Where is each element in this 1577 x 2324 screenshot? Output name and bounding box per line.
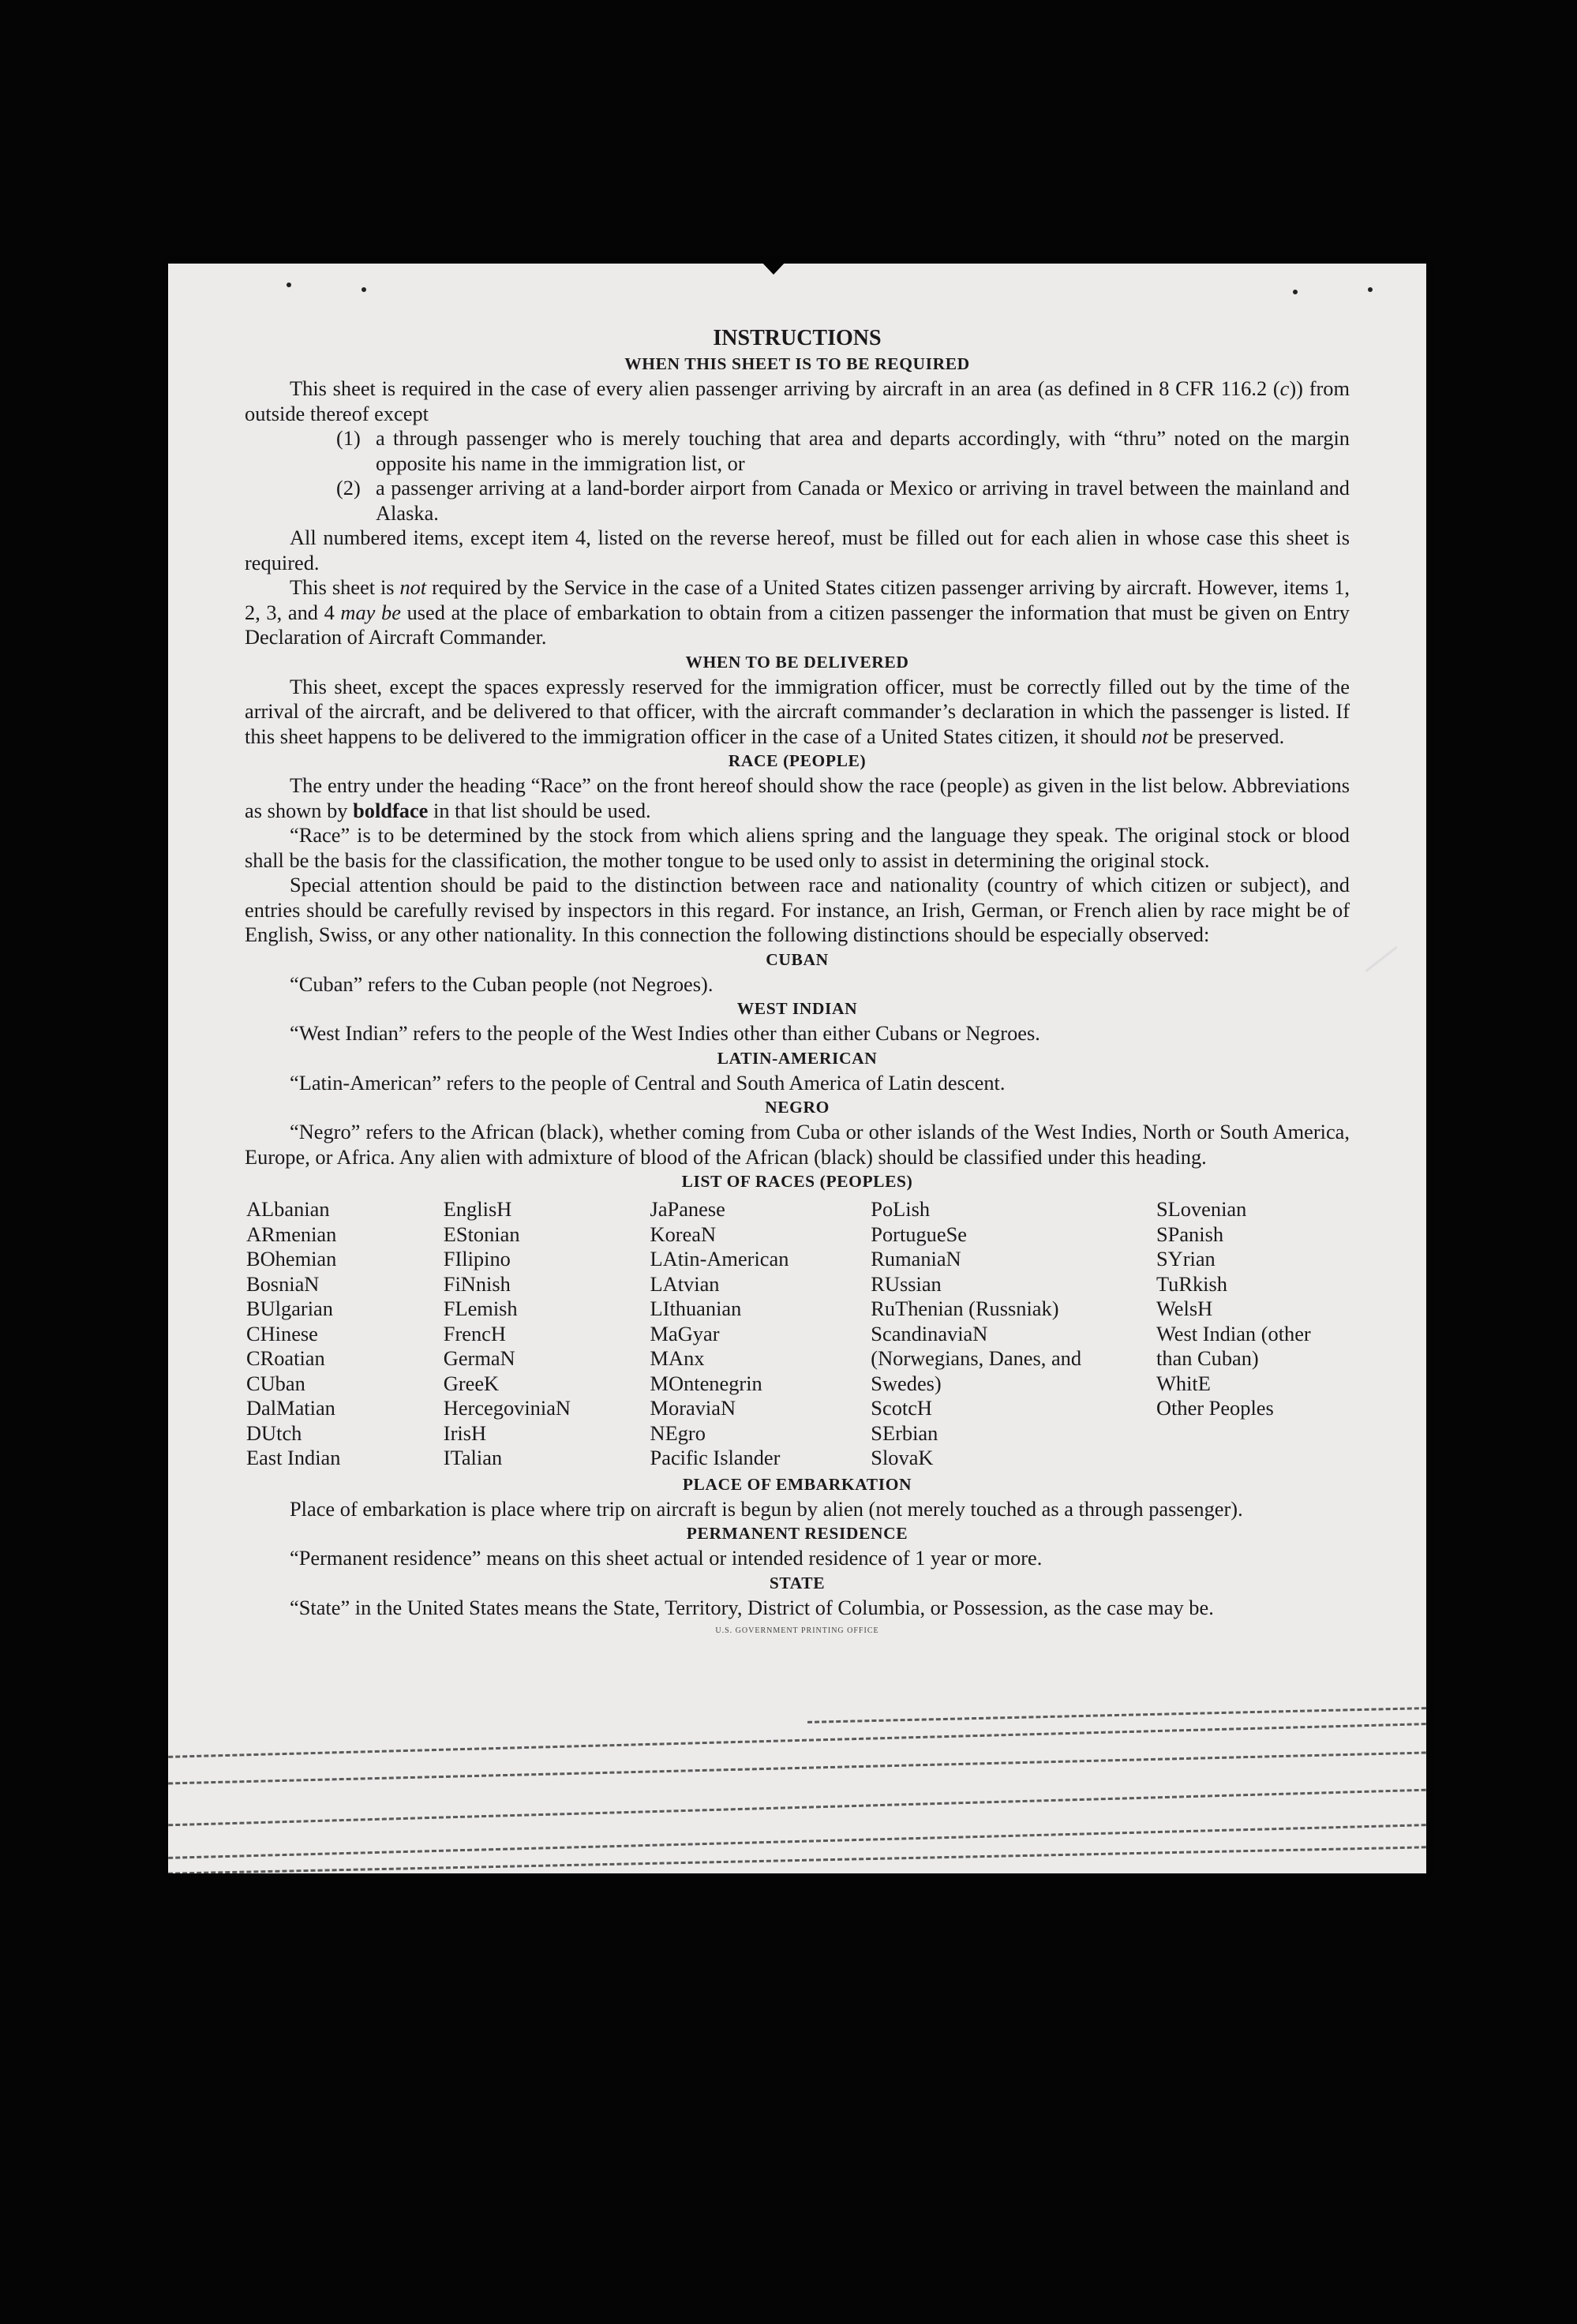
race-column-1	[246, 1197, 444, 1471]
race-entry: RuThenian (Russniak)	[871, 1297, 1059, 1320]
text-span: )) from outside thereof except	[245, 376, 1350, 425]
race-entry: JaPanese	[650, 1197, 725, 1221]
punch-dot	[361, 287, 366, 292]
race-entry: FiNnish	[443, 1271, 511, 1296]
text-span: This sheet, except the spaces expressly reserved for the immigration officer, must be correctly filled out by the time of the arrival of the aircraft, and be delivered to that officer, with the aircraft commander’s declaration in which the passenger is listed. If this sheet happens to be delivered to the immigration officer in the case of a United States citizen, it should	[245, 674, 1350, 748]
heading-latin-american: LATIN-AMERICAN	[717, 1048, 878, 1068]
race-entry: RUssian	[871, 1271, 942, 1296]
heading-embarkation: PLACE OF EMBARKATION	[682, 1474, 912, 1494]
paragraph	[245, 675, 1350, 750]
race-entry: East Indian	[246, 1446, 341, 1469]
numbered-item	[245, 426, 1350, 476]
race-entry: SYrian	[1156, 1247, 1216, 1271]
text-span: This sheet is required in the case of every alien passenger arriving by aircraft in an area (as defined in 8 CFR 116.2 (	[290, 376, 1280, 400]
item-text: a through passenger who is merely touching that area and departs accordingly, with “thru” noted on the margin opposite his name in the immigration list, or	[376, 426, 1350, 475]
heading-race: RACE (PEOPLE)	[728, 751, 867, 770]
race-entry: MaGyar	[650, 1321, 720, 1345]
race-entry: Other Peoples	[1156, 1396, 1274, 1420]
race-entry: WelsH	[1156, 1297, 1213, 1320]
race-entry: SErbian	[871, 1420, 938, 1445]
race-list	[246, 1197, 1350, 1471]
race-entry: SlovaK	[871, 1446, 934, 1469]
paragraph: All numbered items, except item 4, listed on the reverse hereof, must be filled out for each alien in whose case this sheet is required.	[245, 526, 1350, 574]
paragraph: “West Indian” refers to the people of the West Indies other than either Cubans or Negroes.	[290, 1021, 1040, 1045]
paragraph: “Race” is to be determined by the stock from which aliens spring and the language they speak. The original stock or blood shall be the basis for the classification, the mother tongue to be used only to assist in determining the original stock.	[245, 823, 1350, 872]
race-entry: ScandinaviaN (Norwegians, Danes, and Swedes)	[871, 1321, 1082, 1395]
race-entry: ITalian	[443, 1446, 503, 1469]
text-span-italic: c	[1279, 376, 1290, 400]
race-entry: PoLish	[871, 1197, 931, 1221]
race-entry: MoraviaN	[650, 1396, 736, 1420]
paragraph: “Latin-American” refers to the people of Central and South America of Latin descent.	[290, 1070, 1006, 1095]
race-entry: SLovenian	[1156, 1197, 1247, 1221]
heading-negro: NEGRO	[765, 1098, 830, 1117]
printing-office-imprint: U.S. GOVERNMENT PRINTING OFFICE	[715, 1626, 879, 1635]
race-entry: EnglisH	[443, 1197, 512, 1221]
race-entry: SPanish	[1156, 1222, 1224, 1246]
text-span-italic: may be	[340, 600, 401, 624]
race-column-3	[650, 1197, 871, 1471]
race-column-5	[1156, 1197, 1350, 1471]
scan-streak	[168, 1789, 1426, 1831]
race-entry: CUban	[246, 1371, 305, 1395]
item-number: (1)	[336, 426, 361, 450]
instructions-text	[245, 325, 1350, 1636]
race-entry: CRoatian	[246, 1346, 325, 1370]
race-entry: GreeK	[443, 1371, 500, 1395]
race-entry: KoreaN	[650, 1222, 717, 1246]
race-entry: FIlipino	[443, 1247, 511, 1271]
item-number: (2)	[336, 476, 361, 500]
paragraph: “Negro” refers to the African (black), whether coming from Cuba or other islands of the West Indies, North or South America, Europe, or Africa. Any alien with admixture of blood of the African (black) should be classified under this heading.	[245, 1120, 1350, 1169]
text-span: This sheet is	[290, 575, 400, 599]
race-entry: IrisH	[443, 1420, 487, 1445]
paragraph	[245, 376, 1350, 426]
race-entry: PortugueSe	[871, 1222, 967, 1246]
text-span: The entry under the heading “Race” on the front hereof should show the race (people) as given in the list below. Abbreviations as shown by	[245, 773, 1350, 822]
text-span: in that list should be used.	[428, 798, 651, 822]
race-entry: LIthuanian	[650, 1297, 742, 1320]
race-column-4	[871, 1197, 1156, 1471]
text-span: used at the place of embarkation to obtain from a citizen passenger the information that must be given on Entry Declaration of Aircraft Commander.	[245, 600, 1350, 649]
heading-when-required: WHEN THIS SHEET IS TO BE REQUIRED	[624, 354, 970, 373]
race-entry: GermaN	[443, 1346, 515, 1370]
race-entry: CHinese	[246, 1321, 318, 1345]
race-entry: FrencH	[443, 1321, 506, 1345]
heading-cuban: CUBAN	[766, 949, 829, 969]
race-entry: FLemish	[443, 1297, 518, 1320]
race-entry: MOntenegrin	[650, 1371, 762, 1395]
punch-dot	[287, 283, 291, 287]
scan-streak	[807, 1707, 1426, 1727]
race-entry: Pacific Islander	[650, 1446, 781, 1469]
race-entry: HercegoviniaN	[443, 1396, 571, 1420]
paragraph: Special attention should be paid to the distinction between race and nationality (country of which citizen or subject), and entries should be carefully revised by inspectors in this regard. For instance, an Irish, German, or French alien by race might be of English, Swiss, or any other nationality. In this connection the following distinctions should be especially observed:	[245, 873, 1350, 946]
race-column-2	[444, 1197, 650, 1471]
text-span: be preserved.	[1167, 724, 1285, 748]
race-entry: LAtvian	[650, 1271, 720, 1296]
heading-state: STATE	[769, 1573, 826, 1592]
scan-streak	[168, 1824, 1426, 1863]
heading-residence: PERMANENT RESIDENCE	[686, 1524, 908, 1543]
race-entry: West Indian (other than Cuban)	[1156, 1321, 1311, 1370]
race-entry: ALbanian	[246, 1197, 330, 1221]
paragraph	[245, 773, 1350, 823]
paragraph	[245, 575, 1350, 650]
heading-west-indian: WEST INDIAN	[736, 999, 858, 1018]
text-span-bold: boldface	[353, 798, 429, 822]
paragraph: “Permanent residence” means on this sheet actual or intended residence of 1 year or more.	[290, 1546, 1043, 1570]
top-notch	[760, 264, 787, 275]
margin-scratch	[1365, 946, 1397, 972]
document-sheet	[168, 264, 1426, 1873]
race-entry: DalMatian	[246, 1396, 335, 1420]
punch-dot	[1368, 287, 1373, 292]
race-entry: TuRkish	[1156, 1271, 1227, 1296]
race-entry: LAtin-American	[650, 1247, 789, 1271]
heading-when-delivered: WHEN TO BE DELIVERED	[685, 652, 909, 672]
race-entry: BUlgarian	[246, 1297, 333, 1320]
race-entry: RumaniaN	[871, 1247, 961, 1271]
paragraph: Place of embarkation is place where trip on aircraft is begun by alien (not merely touched as a through passenger).	[290, 1496, 1243, 1521]
text-span-italic: not	[399, 575, 427, 599]
text-span: required by the Service in the case of a United States citizen passenger arriving by aircraft. However, items 1, 2, 3, and 4	[245, 575, 1350, 624]
heading-list-of-races: LIST OF RACES (PEOPLES)	[681, 1172, 913, 1191]
race-entry: MAnx	[650, 1346, 705, 1370]
item-text: a passenger arriving at a land-border airport from Canada or Mexico or arriving in travel between the mainland and Alaska.	[376, 476, 1350, 525]
race-entry: BOhemian	[246, 1247, 337, 1271]
text-span-italic: not	[1141, 724, 1168, 748]
race-entry: ScotcH	[871, 1396, 932, 1420]
paragraph: “State” in the United States means the State, Territory, District of Columbia, or Possession, as the case may be.	[290, 1595, 1214, 1619]
race-entry: ARmenian	[246, 1222, 337, 1246]
race-entry: DUtch	[246, 1420, 302, 1445]
scan-streak	[168, 1846, 1426, 1873]
race-entry: BosniaN	[246, 1271, 320, 1296]
race-entry: EStonian	[443, 1222, 520, 1246]
race-entry: WhitE	[1156, 1371, 1211, 1395]
race-entry: NEgro	[650, 1420, 706, 1445]
numbered-item	[245, 476, 1350, 526]
page-title: INSTRUCTIONS	[713, 326, 882, 350]
paragraph: “Cuban” refers to the Cuban people (not Negroes).	[290, 971, 714, 996]
punch-dot	[1293, 290, 1298, 294]
